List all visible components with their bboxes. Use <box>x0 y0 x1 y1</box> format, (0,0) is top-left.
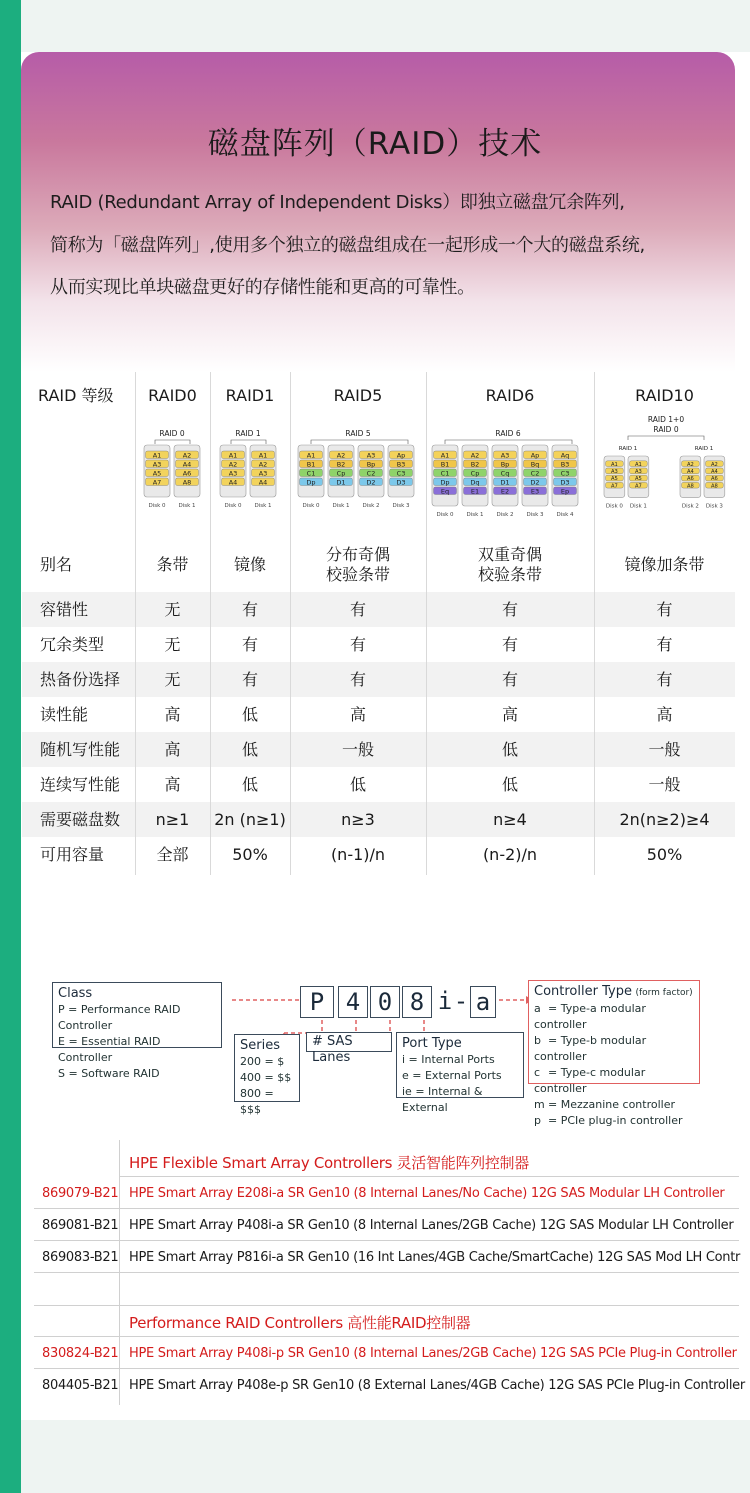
table-cell: 低 <box>241 739 258 759</box>
block-label: Bp <box>500 460 510 469</box>
block-label: B3 <box>396 460 406 469</box>
block-label: A1 <box>152 451 162 460</box>
part-char: 4 <box>338 986 368 1018</box>
block-label: A6 <box>182 469 192 478</box>
block-label: A4 <box>710 469 718 476</box>
table-cell: n≥4 <box>493 809 527 829</box>
disk-cylinder <box>522 445 548 506</box>
row-label: 需要磁盘数 <box>40 809 121 829</box>
disk-cylinder <box>358 445 384 497</box>
row-label: 热备份选择 <box>40 669 121 689</box>
block-label: E1 <box>470 487 480 496</box>
raid6-svg <box>430 427 590 527</box>
block-label: A4 <box>686 469 694 476</box>
block-label: A6 <box>686 476 694 483</box>
block-label: B3 <box>560 460 570 469</box>
disk-label: Disk 3 <box>392 503 410 509</box>
part-char: 0 <box>370 986 400 1018</box>
disk-label: Disk 3 <box>526 512 544 518</box>
diagram-title: RAID 5 <box>345 429 371 438</box>
block-label: D3 <box>560 478 570 487</box>
part-char: - <box>453 987 469 1015</box>
table-cell: 高 <box>656 704 673 724</box>
table-cell: 低 <box>501 739 518 759</box>
series-line: 400 = $$ <box>240 1071 292 1084</box>
table-cell: 有 <box>656 599 673 619</box>
class-title: Class <box>58 986 93 1001</box>
product-code: 830824-B21 <box>42 1346 119 1361</box>
table-cell: 低 <box>501 774 518 794</box>
section-title: HPE Flexible Smart Array Controllers 灵活智能阵列控制器 <box>129 1154 529 1172</box>
block-label: A3 <box>634 469 642 476</box>
block-label: A7 <box>152 478 162 487</box>
disk-label: Disk 1 <box>629 503 647 510</box>
block-label: A8 <box>710 483 718 490</box>
table-cell: 有 <box>349 669 366 689</box>
diagram-title: RAID 1 <box>235 429 261 438</box>
raid-level-header: RAID 等级 <box>38 386 114 405</box>
block-label: A3 <box>152 460 162 469</box>
disk-cylinder <box>704 456 725 498</box>
product-desc: HPE Smart Array P408e-p SR Gen10 (8 External Lanes/4GB Cache) 12G SAS PCIe Plug-in Controller <box>129 1378 745 1393</box>
diagram-title: RAID 6 <box>495 429 521 438</box>
raid10-diagram <box>598 412 734 532</box>
block-label: A3 <box>500 451 510 460</box>
table-cell: 条带 <box>156 554 189 574</box>
block-label: C1 <box>306 469 316 478</box>
table-cell: 高 <box>501 704 518 724</box>
table-cell: 分布奇偶 校验条带 <box>325 544 390 584</box>
product-list <box>22 1140 745 1420</box>
row-divider <box>34 1208 739 1209</box>
row-divider <box>34 1305 739 1306</box>
block-label: E2 <box>500 487 510 496</box>
row-label: 别名 <box>40 554 73 574</box>
block-label: Ep <box>560 487 570 496</box>
part-char: i <box>437 987 453 1015</box>
block-label: A8 <box>686 483 694 490</box>
top-band <box>21 0 750 52</box>
block-label: A2 <box>336 451 346 460</box>
row-label: 随机写性能 <box>40 739 121 759</box>
port-type-title: Port Type <box>402 1036 462 1051</box>
table-cell: 2n(n≥2)≥4 <box>619 809 710 829</box>
part-char: P <box>300 986 334 1018</box>
product-desc: HPE Smart Array E208i-a SR Gen10 (8 Internal Lanes/No Cache) 12G SAS Modular LH Controller <box>129 1186 725 1201</box>
controller-type-note: (form factor) <box>635 988 693 998</box>
block-label: A1 <box>440 451 450 460</box>
diagram-title: RAID 0 <box>653 425 679 434</box>
raid0-svg <box>142 427 208 527</box>
disk-label: Disk 0 <box>148 503 166 509</box>
table-cell: 有 <box>349 599 366 619</box>
table-cell: n≥3 <box>341 809 375 829</box>
controller-naming-diagram <box>22 930 735 1127</box>
table-cell: 全部 <box>156 844 189 864</box>
row-divider <box>119 1176 739 1177</box>
raid0-diagram <box>142 427 208 527</box>
block-label: A3 <box>610 469 618 476</box>
block-label: Bq <box>530 460 540 469</box>
disk-label: Disk 1 <box>254 503 272 509</box>
block-label: A2 <box>258 460 268 469</box>
block-label: Ap <box>530 451 540 460</box>
disk-label: Disk 2 <box>681 503 699 510</box>
row-label: 读性能 <box>40 704 89 724</box>
table-cell: 高 <box>349 704 366 724</box>
block-label: A3 <box>258 469 268 478</box>
table-cell: 一般 <box>648 739 681 759</box>
table-cell: 有 <box>501 634 518 654</box>
disk-cylinder <box>250 445 276 497</box>
table-cell: 一般 <box>341 739 374 759</box>
table-cell: 2n (n≥1) <box>214 809 286 829</box>
block-label: A5 <box>152 469 162 478</box>
group-title: RAID 1 <box>618 446 638 452</box>
class-line: P = Performance RAID Controller <box>58 1003 181 1032</box>
diagram-title: RAID 0 <box>159 429 185 438</box>
block-label: Cp <box>470 469 480 478</box>
block-label: C3 <box>560 469 570 478</box>
table-cell: n≥1 <box>155 809 190 829</box>
block-label: B1 <box>440 460 450 469</box>
disk-cylinder <box>220 445 246 497</box>
table-cell: 有 <box>656 669 673 689</box>
series-line: 200 = $ <box>240 1055 285 1068</box>
row-divider <box>34 1240 739 1241</box>
table-cell: 无 <box>164 669 181 689</box>
product-desc: HPE Smart Array P408i-a SR Gen10 (8 Internal Lanes/2GB Cache) 12G SAS Modular LH Controller <box>129 1218 734 1233</box>
disk-cylinder <box>462 445 488 506</box>
block-label: Dp <box>440 478 450 487</box>
row-label: 可用容量 <box>40 844 105 864</box>
intro-line-2: 简称为「磁盘阵列」,使用多个独立的磁盘组成在一起形成一个大的磁盘系统, <box>50 235 645 256</box>
disk-cylinder <box>298 445 324 497</box>
disk-cylinder <box>174 445 200 497</box>
row-label: 冗余类型 <box>40 634 105 654</box>
table-cell: 低 <box>349 774 366 794</box>
product-desc: HPE Smart Array P816i-a SR Gen10 (16 Int Lanes/4GB Cache/SmartCache) 12G SAS Mod LH Contr <box>129 1250 741 1265</box>
level-raid5: RAID5 <box>333 386 383 405</box>
block-label: C2 <box>530 469 540 478</box>
disk-label: Disk 0 <box>605 503 623 510</box>
level-raid10: RAID10 <box>635 386 694 405</box>
diagram-title: RAID 1+0 <box>647 415 685 424</box>
product-code: 869083-B21 <box>42 1250 119 1265</box>
disk-label: Disk 2 <box>362 503 380 509</box>
table-cell: 有 <box>501 669 518 689</box>
row-label: 连续写性能 <box>40 774 121 794</box>
table-cell: 低 <box>241 774 258 794</box>
block-label: A6 <box>710 476 718 483</box>
block-label: A8 <box>182 478 192 487</box>
table-cell: 无 <box>164 634 181 654</box>
raid6-diagram <box>430 427 590 527</box>
table-cell: 有 <box>241 634 258 654</box>
block-label: A2 <box>228 460 238 469</box>
table-cell: 双重奇偶 校验条带 <box>477 544 542 584</box>
raid5-diagram <box>296 427 424 527</box>
level-raid0: RAID0 <box>148 386 197 405</box>
group-title: RAID 1 <box>694 446 714 452</box>
block-label: A3 <box>228 469 238 478</box>
block-label: A1 <box>634 461 642 468</box>
block-label: B2 <box>470 460 480 469</box>
block-label: Dq <box>470 478 480 487</box>
block-label: A7 <box>634 483 642 490</box>
raid10-svg <box>598 412 734 532</box>
block-label: C1 <box>440 469 450 478</box>
disk-cylinder <box>492 445 518 506</box>
disk-label: Disk 1 <box>332 503 350 509</box>
block-label: A1 <box>228 451 238 460</box>
table-cell: 有 <box>241 669 258 689</box>
block-label: A2 <box>710 461 718 468</box>
port-type-box <box>396 1032 524 1114</box>
intro-line-1: RAID (Redundant Array of Independent Disks）即独立磁盘冗余阵列, <box>50 192 625 213</box>
controller-type-title: Controller Type <box>534 984 632 999</box>
block-label: E3 <box>530 487 540 496</box>
block-label: A4 <box>228 478 238 487</box>
disk-label: Disk 3 <box>705 503 723 510</box>
table-cell: 有 <box>241 599 258 619</box>
table-cell: (n-2)/n <box>482 844 538 864</box>
disk-cylinder <box>680 456 701 498</box>
row-divider <box>34 1272 739 1273</box>
block-label: C3 <box>396 469 406 478</box>
sas-lanes-box <box>306 1032 392 1065</box>
table-cell: 高 <box>164 704 181 724</box>
raid5-svg <box>296 427 424 527</box>
block-label: A7 <box>610 483 618 490</box>
disk-label: Disk 0 <box>224 503 242 509</box>
controller-type-line: c = Type-c modular controller <box>534 1066 646 1095</box>
disk-cylinder <box>144 445 170 497</box>
disk-label: Disk 1 <box>178 503 196 509</box>
block-label: A1 <box>610 461 618 468</box>
block-label: Eq <box>440 487 450 496</box>
disk-label: Disk 1 <box>466 512 484 518</box>
controller-type-box <box>528 980 700 1127</box>
table-cell: 镜像 <box>233 554 266 574</box>
table-cell: 镜像加条带 <box>624 554 705 574</box>
series-legend-box <box>234 1034 300 1116</box>
class-legend-box <box>52 982 222 1080</box>
block-label: A2 <box>686 461 694 468</box>
controller-type-line: p = PCIe plug-in controller <box>534 1114 683 1127</box>
port-type-line: i = Internal Ports <box>402 1053 495 1066</box>
row-divider <box>34 1368 739 1369</box>
sas-lanes-title: # SAS Lanes <box>312 1034 353 1065</box>
product-code: 869079-B21 <box>42 1186 119 1201</box>
block-label: A2 <box>182 451 192 460</box>
disk-cylinder <box>432 445 458 506</box>
product-desc: HPE Smart Array P408i-p SR Gen10 (8 Internal Lanes/2GB Cache) 12G SAS PCIe Plug-in Controller <box>129 1346 737 1361</box>
disk-label: Disk 0 <box>436 512 454 518</box>
block-label: A4 <box>182 460 192 469</box>
table-cell: 50% <box>232 844 268 864</box>
table-cell: 高 <box>164 739 181 759</box>
product-code: 804405-B21 <box>42 1378 119 1393</box>
controller-type-line: b = Type-b modular controller <box>534 1034 647 1063</box>
port-type-line: e = External Ports <box>402 1069 502 1082</box>
disk-label: Disk 0 <box>302 503 320 509</box>
disk-cylinder <box>328 445 354 497</box>
table-cell: 一般 <box>648 774 681 794</box>
block-label: B1 <box>306 460 316 469</box>
port-type-line: ie = Internal & External <box>402 1085 483 1114</box>
block-label: A1 <box>258 451 268 460</box>
block-label: Cq <box>500 469 510 478</box>
disk-label: Disk 2 <box>496 512 514 518</box>
controller-type-line: m = Mezzanine controller <box>534 1098 675 1111</box>
block-label: D2 <box>530 478 540 487</box>
block-label: D1 <box>336 478 346 487</box>
block-label: A5 <box>610 476 618 483</box>
block-label: D2 <box>366 478 376 487</box>
row-label: 容错性 <box>40 599 89 619</box>
block-label: Dp <box>306 478 316 487</box>
page-title: 磁盘阵列（RAID）技术 <box>207 126 543 162</box>
class-line: S = Software RAID <box>58 1067 160 1080</box>
table-cell: (n-1)/n <box>330 844 386 864</box>
block-label: D3 <box>396 478 406 487</box>
part-char: a <box>470 986 496 1018</box>
intro-line-3: 从而实现比单块磁盘更好的存储性能和更高的可靠性。 <box>50 277 475 298</box>
disk-cylinder <box>604 456 625 498</box>
level-raid6: RAID6 <box>485 386 535 405</box>
raid1-svg <box>218 427 284 527</box>
product-code: 869081-B21 <box>42 1218 119 1233</box>
block-label: C2 <box>366 469 376 478</box>
table-cell: 有 <box>349 634 366 654</box>
block-label: A4 <box>258 478 268 487</box>
disk-cylinder <box>388 445 414 497</box>
block-label: Cp <box>336 469 346 478</box>
series-line: 800 = $$$ <box>240 1087 274 1116</box>
table-cell: 50% <box>646 844 683 864</box>
series-title: Series <box>240 1038 280 1053</box>
table-cell: 有 <box>656 634 673 654</box>
table-cell: 有 <box>501 599 518 619</box>
class-line: E = Essential RAID Controller <box>58 1035 161 1064</box>
section-title: Performance RAID Controllers 高性能RAID控制器 <box>129 1314 471 1332</box>
level-raid1: RAID1 <box>225 386 275 405</box>
block-label: A1 <box>306 451 316 460</box>
block-label: Ap <box>396 451 406 460</box>
block-label: D1 <box>500 478 510 487</box>
table-cell: 无 <box>164 599 181 619</box>
block-label: Aq <box>560 451 570 460</box>
table-cell: 低 <box>241 704 258 724</box>
block-label: A2 <box>470 451 480 460</box>
raid1-diagram <box>218 427 284 527</box>
bottom-band <box>21 1420 750 1493</box>
left-accent-bar <box>0 0 21 1493</box>
block-label: B2 <box>336 460 346 469</box>
disk-label: Disk 4 <box>556 512 574 518</box>
part-char: 8 <box>402 986 432 1018</box>
row-divider <box>34 1336 739 1337</box>
block-label: A5 <box>634 476 642 483</box>
block-label: A3 <box>366 451 376 460</box>
disk-cylinder <box>628 456 649 498</box>
controller-type-line: a = Type-a modular controller <box>534 1002 646 1031</box>
block-label: Bp <box>366 460 376 469</box>
raid-comparison-table <box>22 372 735 875</box>
table-cell: 高 <box>164 774 181 794</box>
disk-cylinder <box>552 445 578 506</box>
